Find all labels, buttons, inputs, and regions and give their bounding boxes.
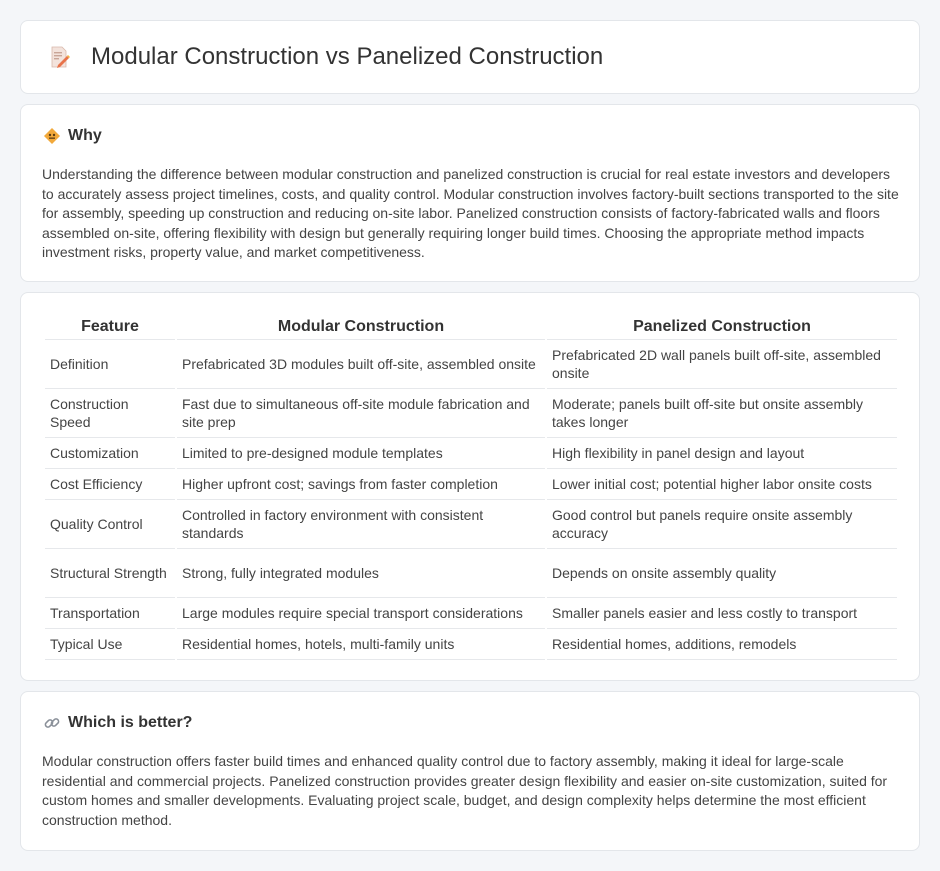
which-is-better-section bbox=[20, 691, 920, 851]
table-row bbox=[45, 549, 897, 598]
feature-cell: Structural Strength bbox=[45, 549, 175, 598]
modular-cell: Limited to pre-designed module templates bbox=[177, 438, 545, 469]
feature-cell: Cost Efficiency bbox=[45, 469, 175, 500]
modular-cell: Fast due to simultaneous off-site module fabrication and site prep bbox=[177, 389, 545, 438]
table-row bbox=[45, 438, 897, 469]
panelized-cell: Prefabricated 2D wall panels built off-site, assembled onsite bbox=[547, 340, 897, 389]
link-icon bbox=[43, 714, 61, 732]
panelized-cell: Residential homes, additions, remodels bbox=[547, 629, 897, 660]
table-row bbox=[45, 389, 897, 438]
modular-cell: Residential homes, hotels, multi-family units bbox=[177, 629, 545, 660]
panelized-cell: Depends on onsite assembly quality bbox=[547, 549, 897, 598]
header-card bbox=[20, 20, 920, 94]
panelized-cell: Smaller panels easier and less costly to transport bbox=[547, 598, 897, 629]
better-heading: Which is better? bbox=[68, 714, 193, 731]
table-row bbox=[45, 500, 897, 549]
header-modular: Modular Construction bbox=[177, 315, 545, 340]
better-text: Modular construction offers faster build times and enhanced quality control due to factory assembly, making it ideal for large-scale residential and commercial projects. Panelized construction provides greater design flexibility and easier on-site customization, suited for custom homes and smaller developments. Evaluating project scale, budget, and design complexity helps determine the most efficient construction method. bbox=[42, 753, 888, 828]
header-panelized: Panelized Construction bbox=[547, 315, 897, 340]
modular-cell: Strong, fully integrated modules bbox=[177, 549, 545, 598]
feature-cell: Quality Control bbox=[45, 500, 175, 549]
table-row bbox=[45, 629, 897, 660]
panelized-cell: Moderate; panels built off-site but onsite assembly takes longer bbox=[547, 389, 897, 438]
modular-cell: Large modules require special transport considerations bbox=[177, 598, 545, 629]
panelized-cell: High flexibility in panel design and layout bbox=[547, 438, 897, 469]
why-section bbox=[20, 104, 920, 282]
feature-cell: Transportation bbox=[45, 598, 175, 629]
feature-cell: Typical Use bbox=[45, 629, 175, 660]
modular-cell: Prefabricated 3D modules built off-site, assembled onsite bbox=[177, 340, 545, 389]
table-row bbox=[45, 340, 897, 389]
modular-cell: Higher upfront cost; savings from faster completion bbox=[177, 469, 545, 500]
table-row bbox=[45, 598, 897, 629]
document-pencil-icon bbox=[47, 45, 71, 69]
feature-cell: Definition bbox=[45, 340, 175, 389]
feature-cell: Customization bbox=[45, 438, 175, 469]
comparison-table bbox=[43, 315, 899, 660]
panelized-cell: Good control but panels require onsite assembly accuracy bbox=[547, 500, 897, 549]
comparison-table-card bbox=[20, 292, 920, 681]
modular-cell: Controlled in factory environment with consistent standards bbox=[177, 500, 545, 549]
page-title: Modular Construction vs Panelized Construction bbox=[91, 43, 604, 70]
table-row bbox=[45, 469, 897, 500]
table-header-row bbox=[45, 315, 897, 340]
diamond-sign-icon bbox=[43, 127, 61, 145]
feature-cell: Construction Speed bbox=[45, 389, 175, 438]
panelized-cell: Lower initial cost; potential higher labor onsite costs bbox=[547, 469, 897, 500]
why-heading: Why bbox=[68, 127, 102, 144]
why-text: Understanding the difference between modular construction and panelized construction is crucial for real estate investors and developers to accurately assess project timelines, costs, and quality control. Modular construction involves factory-built sections transported to the site for assembly, speeding up construction and reducing on-site labor. Panelized construction consists of factory-fabricated walls and floors assembled on-site, offering flexibility with design but generally requiring longer build times. Choosing the appropriate method impacts investment risks, property value, and market competitiveness. bbox=[42, 166, 899, 260]
header-feature: Feature bbox=[45, 315, 175, 340]
